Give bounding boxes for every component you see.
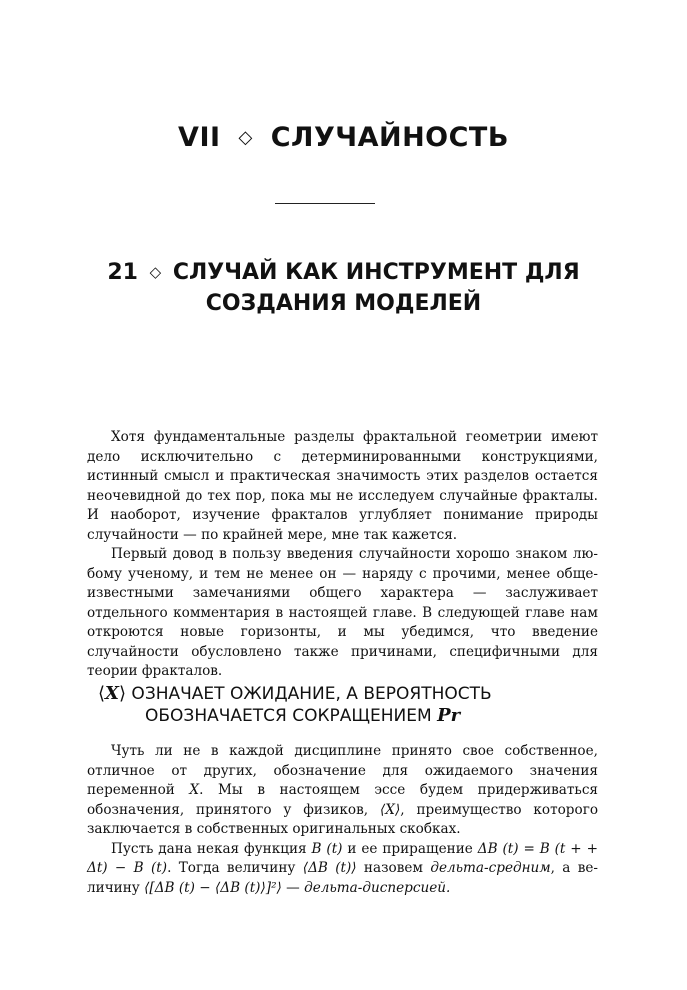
text-run: , преимущество которого заключается в собственных оригинальных скобках. <box>87 801 598 837</box>
section-text <box>87 742 598 898</box>
paragraph: Хотя фундаментальные разделы фрактальной геометрии имеют дело исключительно с детерминированными конструкциями, истинный смысл и практическая значимость этих разделов остается неочевидной до тех пор, пока мы не исследуем случайные фракталы. И наоборот, изучение фракталов углубляет понимание природы случайности — по крайней мере, мне так кажется. <box>87 429 598 543</box>
angle-bracket-open: ⟨ <box>98 683 106 704</box>
text-run: . Тогда величину <box>167 860 303 876</box>
chapter-title-line2: СОЗДАНИЯ МОДЕЛЕЙ <box>205 291 482 316</box>
text-run: Пусть дана некая функция <box>111 840 312 857</box>
angle-bracket-close: ⟩ <box>119 683 127 704</box>
paragraph: Первый довод в пользу введения случайности хорошо знаком любому ученому, и тем не менее он — наряду с прочими, менее общеизвестными замечаниями общего характера — заслуживает отдельного комментария в настоящей главе. В следующей главе нам откроются новые горизонты, и мы убедимся, что введение случайности обусловлено также причинами, специфичными для теории фракталов. <box>87 546 598 679</box>
paragraph <box>87 742 598 840</box>
section-heading-line2: ОБОЗНАЧАЕТСЯ СОКРАЩЕНИЕМ <box>145 706 438 726</box>
chapter-title-line1: СЛУЧАЙ КАК ИНСТРУМЕНТ ДЛЯ <box>172 260 580 285</box>
math-expression: ⟨ΔB (t)⟩ <box>302 860 357 876</box>
section-heading-line1: ОЗНАЧАЕТ ОЖИДАНИЕ, А ВЕРОЯТНОСТЬ <box>126 684 492 704</box>
section-var: X <box>105 683 119 704</box>
text-run: , а величину <box>87 860 598 896</box>
diamond-separator-icon: ◇ <box>238 127 253 148</box>
paragraph <box>87 840 598 899</box>
section-heading-var: Pr <box>437 705 461 726</box>
intro-text <box>87 428 598 682</box>
math-expression: B (t) <box>311 840 343 857</box>
math-var: X <box>189 782 200 798</box>
diamond-separator-icon: ◇ <box>149 263 162 281</box>
text-run: назовем <box>356 860 431 876</box>
title-divider <box>275 203 375 204</box>
text-run: Чуть ли не в каждой дисциплине принято свое собственное, отличное от других, обозначение для ожидаемого значения переменной <box>87 743 598 798</box>
text-run: — <box>281 879 305 896</box>
part-numeral: VII <box>178 122 221 153</box>
part-title-text: СЛУЧАЙНОСТЬ <box>270 122 509 153</box>
math-expression: ⟨X⟩ <box>379 801 401 818</box>
math-expression: ⟨[ΔB (t) − ⟨ΔB (t)⟩]²⟩ <box>144 879 282 896</box>
term-emphasis: дельта-средним <box>430 860 551 876</box>
chapter-title <box>60 258 627 318</box>
text-run: . Мы в настоящем эссе будем придерживаться обозначения, принятого у физиков, <box>87 782 599 818</box>
section-heading-line2-wrap <box>98 705 598 727</box>
text-run: и ее приращение <box>342 840 478 857</box>
chapter-number: 21 <box>107 260 138 285</box>
part-title <box>0 122 687 153</box>
section-heading <box>98 683 598 727</box>
term-emphasis: дельта-дисперсией. <box>304 879 451 896</box>
math-expression: ΔB (t) = B (t + + Δt) − B (t) <box>87 840 598 876</box>
